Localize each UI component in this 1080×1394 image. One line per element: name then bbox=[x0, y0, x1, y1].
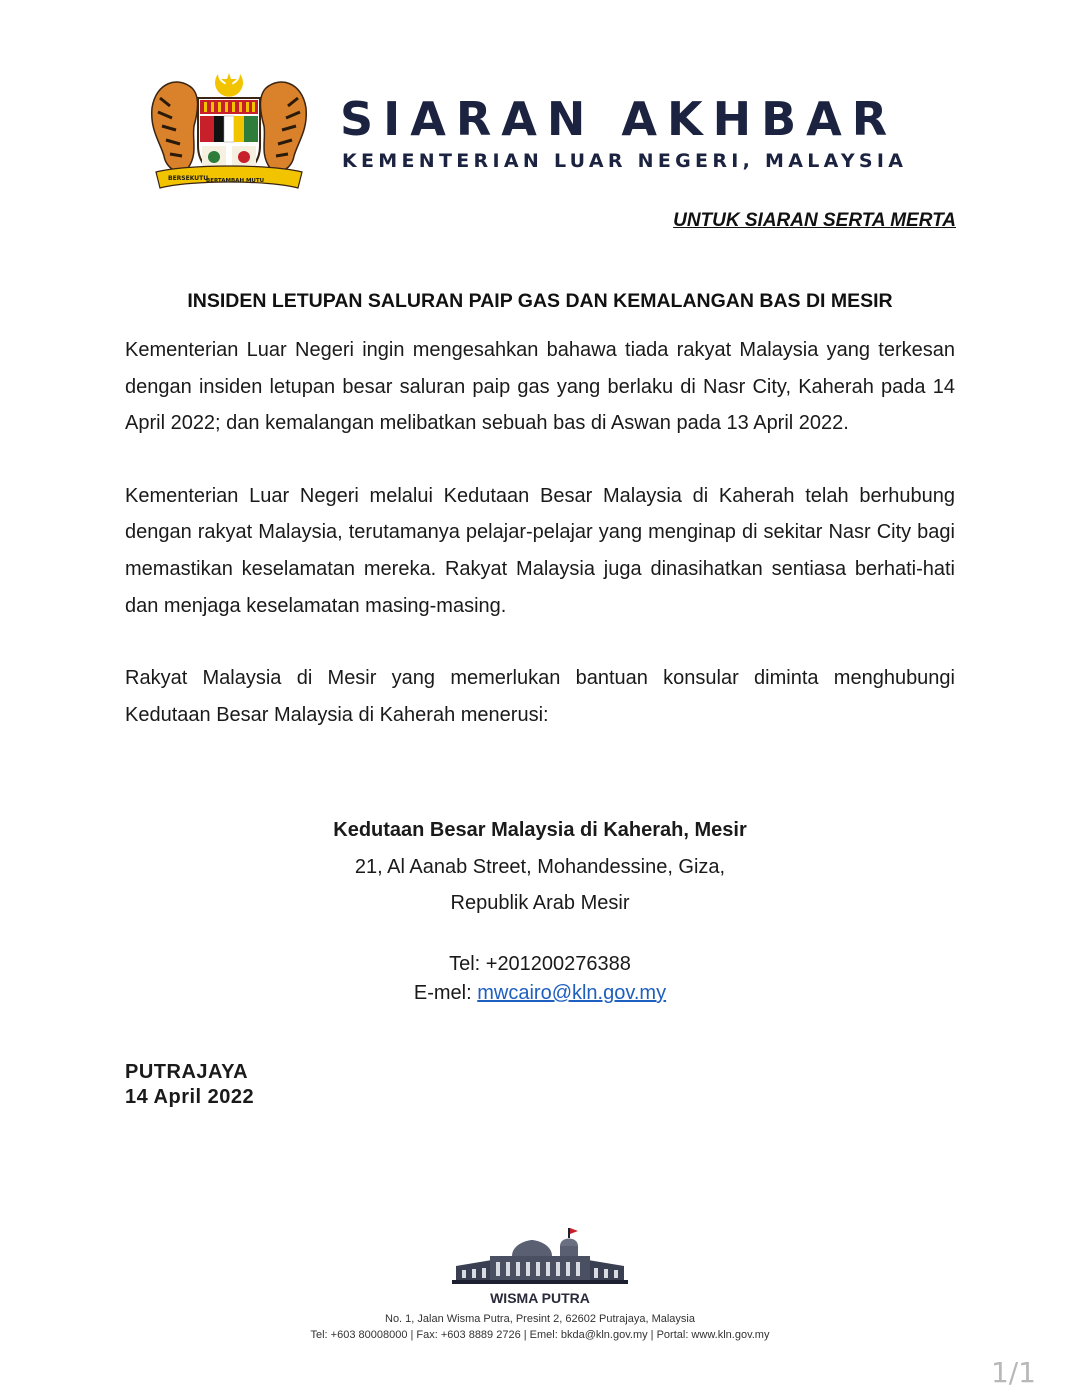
paragraph-1: Kementerian Luar Negeri ingin mengesahkan bahawa tiada rakyat Malaysia yang terkesan dengan insiden letupan besar saluran paip gas yang berlaku di Nasr City, Kaherah pada 14 April 2022; dan kemalangan melibatkan sebuah bas di Aswan pada 13 April 2022. bbox=[125, 339, 955, 435]
footer-address: No. 1, Jalan Wisma Putra, Presint 2, 62602 Putrajaya, Malaysia bbox=[385, 1313, 695, 1325]
embassy-email-link[interactable]: mwcairo@kln.gov.my bbox=[477, 982, 667, 1004]
footer-contact: Tel: +603 80008000 | Fax: +603 8889 2726 | Emel: bkda@kln.gov.my | Portal: www.kln.gov.my bbox=[310, 1329, 770, 1341]
embassy-address-line1: 21, Al Aanab Street, Mohandessine, Giza, bbox=[354, 855, 726, 878]
masthead-subtitle: KEMENTERIAN LUAR NEGERI, MALAYSIA bbox=[342, 150, 908, 172]
embassy-address bbox=[0, 812, 1080, 922]
embassy-contact bbox=[0, 950, 1080, 1008]
wisma-putra-building-icon bbox=[452, 1226, 628, 1288]
paragraph-3: Rakyat Malaysia di Mesir yang memerlukan bantuan konsular diminta menghubungi Kedutaan Besar Malaysia di Kaherah menerusi: bbox=[125, 667, 955, 726]
embassy-address-line2: Republik Arab Mesir bbox=[450, 892, 630, 915]
signoff-place: PUTRAJAYA bbox=[125, 1061, 249, 1083]
embassy-name: Kedutaan Besar Malaysia di Kaherah, Mesir bbox=[333, 819, 747, 841]
crest-motto-left: BERSEKUTU bbox=[168, 175, 209, 182]
coat-of-arms-icon bbox=[148, 68, 310, 196]
masthead-title: SIARAN AKHBAR bbox=[340, 92, 898, 146]
paragraph-2: Kementerian Luar Negeri melalui Kedutaan Besar Malaysia di Kaherah telah berhubung dengan rakyat Malaysia, terutamanya pelajar-pelajar yang menginap di sekitar Nasr City bagi memastikan keselamatan mereka. Rakyat Malaysia juga dinasihatkan sentiasa berhati-hati dan menjaga keselamatan masing-masing. bbox=[125, 484, 955, 617]
footer-title: WISMA PUTRA bbox=[490, 1290, 590, 1306]
page-indicator: 1/1 bbox=[990, 1356, 1036, 1389]
embassy-email-row bbox=[0, 979, 1080, 1008]
email-label: E-mel: bbox=[413, 982, 478, 1004]
press-headline: INSIDEN LETUPAN SALURAN PAIP GAS DAN KEMALANGAN BAS DI MESIR bbox=[187, 290, 893, 312]
embassy-tel: Tel: +201200276388 bbox=[449, 953, 631, 975]
press-body bbox=[125, 332, 955, 769]
crest-motto-scroll: BERTAMBAH MUTU bbox=[206, 178, 265, 184]
signoff-date: 14 April 2022 bbox=[125, 1086, 255, 1108]
release-tag: UNTUK SIARAN SERTA MERTA bbox=[673, 210, 956, 231]
signoff bbox=[125, 1060, 254, 1110]
